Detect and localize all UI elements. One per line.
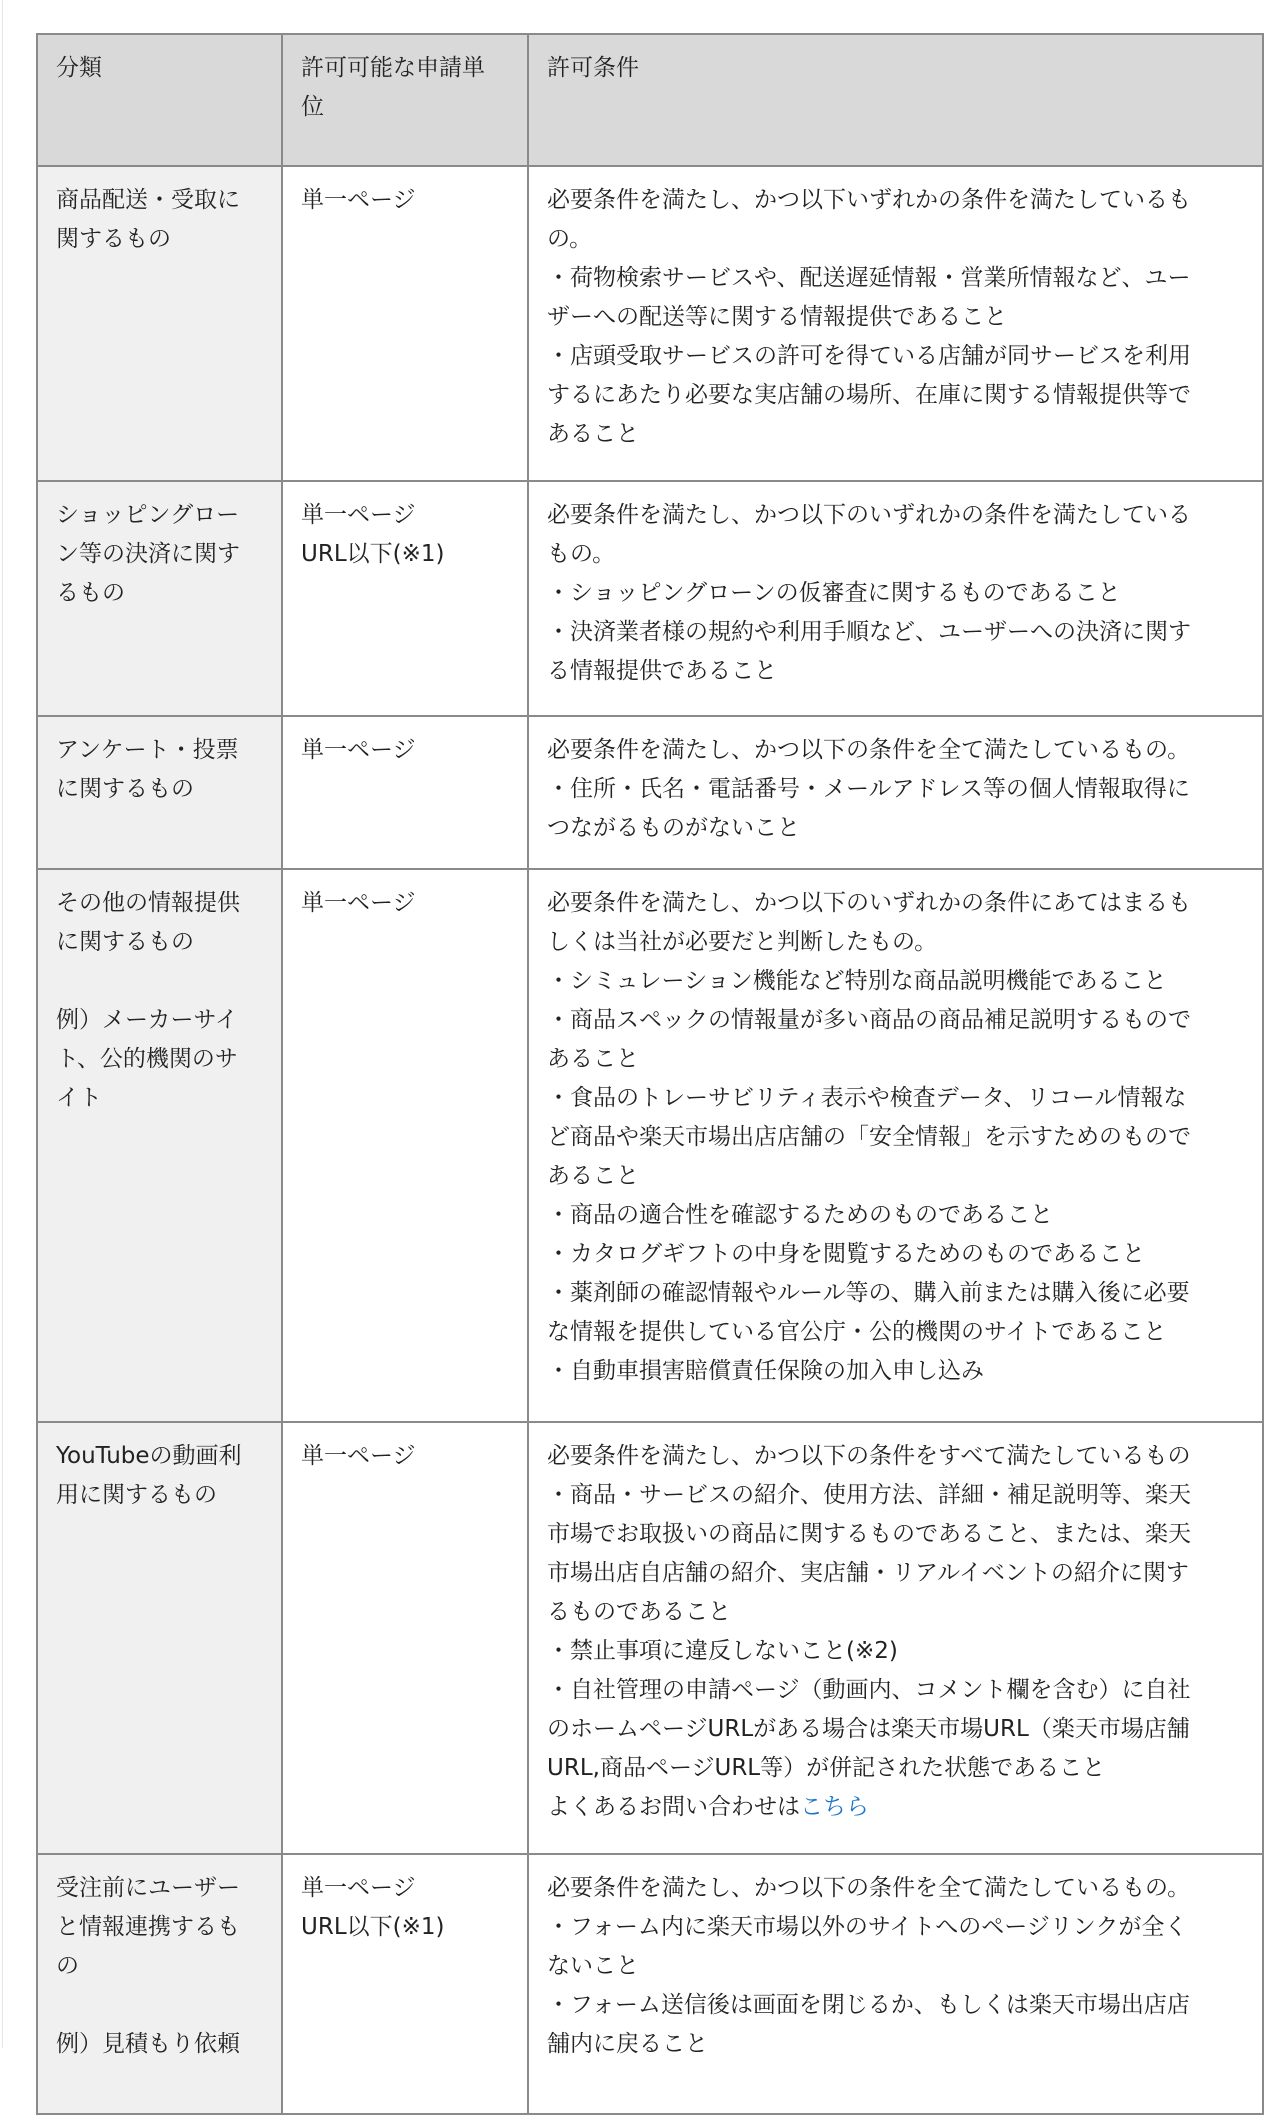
condition-line: あること <box>547 421 639 447</box>
unit-cell <box>282 166 528 481</box>
category-cell <box>37 166 282 481</box>
category-line: ショッピングロー <box>56 502 240 528</box>
condition-line: 必要条件を満たし、かつ以下の条件を全て満たしているもの。 <box>547 1875 1191 1901</box>
category-cell <box>37 716 282 869</box>
page-edge-divider <box>2 0 3 2048</box>
category-line: の <box>56 1953 79 1979</box>
condition-cell <box>528 481 1263 716</box>
condition-line: 市場でお取扱いの商品に関するものであること、または、楽天 <box>547 1521 1191 1547</box>
category-cell <box>37 869 282 1422</box>
category-line: ト、公的機関のサ <box>56 1046 238 1072</box>
category-cell <box>37 481 282 716</box>
condition-line: ・シミュレーション機能など特別な商品説明機能であること <box>547 968 1167 994</box>
condition-line: するにあたり必要な実店舗の場所、在庫に関する情報提供等で <box>547 382 1191 408</box>
condition-line: ・自動車損害賠償責任保険の加入申し込み <box>547 1358 984 1384</box>
category-cell <box>37 1422 282 1854</box>
condition-line: ・禁止事項に違反しないこと(※2) <box>547 1638 898 1664</box>
condition-line: つながるものがないこと <box>547 815 800 841</box>
permission-conditions-table <box>36 33 1264 2115</box>
category-line: 用に関するもの <box>56 1482 217 1508</box>
unit-line: 単一ページ <box>301 1875 416 1901</box>
condition-cell <box>528 1854 1263 2114</box>
category-line: に関するもの <box>56 929 194 955</box>
category-line: その他の情報提供 <box>56 890 240 916</box>
unit-cell <box>282 1854 528 2114</box>
condition-line: 必要条件を満たし、かつ以下のいずれかの条件にあてはまるも <box>547 890 1191 916</box>
condition-line: ・店頭受取サービスの許可を得ている店舗が同サービスを利用 <box>547 343 1191 369</box>
unit-line: 単一ページ <box>301 1443 416 1469</box>
condition-line: ザーへの配送等に関する情報提供であること <box>547 304 1007 330</box>
condition-line: ・カタログギフトの中身を閲覧するためのものであること <box>547 1241 1145 1267</box>
condition-line: ・決済業者様の規約や利用手順など、ユーザーへの決済に関す <box>547 619 1191 645</box>
category-line: YouTubeの動画利 <box>56 1443 242 1469</box>
category-line: るもの <box>56 580 125 606</box>
condition-cell <box>528 869 1263 1422</box>
condition-line: ・食品のトレーサビリティ表示や検査データ、リコール情報な <box>547 1085 1187 1111</box>
condition-line: ・自社管理の申請ページ（動画内、コメント欄を含む）に自社 <box>547 1677 1191 1703</box>
condition-line: ・商品・サービスの紹介、使用方法、詳細・補足説明等、楽天 <box>547 1482 1191 1508</box>
category-line: ン等の決済に関す <box>56 541 240 567</box>
header-category <box>37 34 282 166</box>
category-line: 例）メーカーサイ <box>56 1007 238 1033</box>
header-condition <box>528 34 1263 166</box>
condition-line: のホームページURLがある場合は楽天市場URL（楽天市場店舗 <box>547 1716 1190 1742</box>
condition-line: 必要条件を満たし、かつ以下のいずれかの条件を満たしている <box>547 502 1191 528</box>
condition-line: ・商品の適合性を確認するためのものであること <box>547 1202 1053 1228</box>
condition-line: 必要条件を満たし、かつ以下の条件を全て満たしているもの。 <box>547 737 1191 763</box>
header-unit <box>282 34 528 166</box>
faq-link[interactable]: こちら <box>800 1794 869 1820</box>
condition-line: 必要条件を満たし、かつ以下の条件をすべて満たしているもの <box>547 1443 1191 1469</box>
category-blank-line <box>56 962 263 1001</box>
category-line: 受注前にユーザー <box>56 1875 240 1901</box>
category-line: アンケート・投票 <box>56 737 239 763</box>
condition-line: るものであること <box>547 1599 731 1625</box>
table-row <box>37 869 1263 1422</box>
condition-line: ・荷物検索サービスや、配送遅延情報・営業所情報など、ユー <box>547 265 1191 291</box>
faq-line <box>547 1788 1244 1827</box>
unit-line: URL以下(※1) <box>301 1914 445 1940</box>
unit-cell <box>282 1422 528 1854</box>
header-unit-text-line: 許可可能な申請単 <box>301 55 485 81</box>
condition-line: る情報提供であること <box>547 658 777 684</box>
condition-line: もの。 <box>547 541 616 567</box>
condition-line: ・ショッピングローンの仮審査に関するものであること <box>547 580 1121 606</box>
header-condition-text: 許可条件 <box>547 55 639 81</box>
unit-cell <box>282 716 528 869</box>
condition-line: ないこと <box>547 1953 639 1979</box>
unit-line: 単一ページ <box>301 737 416 763</box>
condition-line: URL,商品ページURL等）が併記された状態であること <box>547 1755 1106 1781</box>
header-unit-text-line: 位 <box>301 94 324 120</box>
condition-line: の。 <box>547 226 593 252</box>
condition-cell <box>528 716 1263 869</box>
condition-line: ・薬剤師の確認情報やルール等の、購入前または購入後に必要 <box>547 1280 1190 1306</box>
condition-line: あること <box>547 1046 639 1072</box>
condition-line: ・フォーム内に楽天市場以外のサイトへのページリンクが全く <box>547 1914 1188 1940</box>
unit-cell <box>282 869 528 1422</box>
condition-line: な情報を提供している官公庁・公的機関のサイトであること <box>547 1319 1167 1345</box>
condition-line: 舗内に戻ること <box>547 2031 708 2057</box>
category-blank-line <box>56 1986 263 2025</box>
table-row <box>37 1422 1263 1854</box>
condition-cell <box>528 166 1263 481</box>
category-line: 関するもの <box>56 226 171 252</box>
category-cell <box>37 1854 282 2114</box>
condition-line: 必要条件を満たし、かつ以下いずれかの条件を満たしているも <box>547 187 1191 213</box>
table-row <box>37 1854 1263 2114</box>
header-category-text: 分類 <box>56 55 102 81</box>
table-row <box>37 481 1263 716</box>
condition-line: ・住所・氏名・電話番号・メールアドレス等の個人情報取得に <box>547 776 1190 802</box>
table-header-row <box>37 34 1263 166</box>
unit-line: 単一ページ <box>301 890 416 916</box>
category-line: 例）見積もり依頼 <box>56 2031 240 2057</box>
condition-cell <box>528 1422 1263 1854</box>
unit-line: URL以下(※1) <box>301 541 445 567</box>
unit-line: 単一ページ <box>301 502 416 528</box>
category-line: イト <box>56 1085 102 1111</box>
condition-line: 市場出店自店舗の紹介、実店舗・リアルイベントの紹介に関す <box>547 1560 1189 1586</box>
table-row <box>37 166 1263 481</box>
condition-line: しくは当社が必要だと判断したもの。 <box>547 929 938 955</box>
condition-line: ど商品や楽天市場出店店舗の「安全情報」を示すためのもので <box>547 1124 1191 1150</box>
category-line: と情報連携するも <box>56 1914 240 1940</box>
faq-prefix-text: よくあるお問い合わせは <box>547 1794 800 1820</box>
condition-line: あること <box>547 1163 639 1189</box>
category-line: に関するもの <box>56 776 194 802</box>
unit-cell <box>282 481 528 716</box>
unit-line: 単一ページ <box>301 187 416 213</box>
table-row <box>37 716 1263 869</box>
condition-line: ・フォーム送信後は画面を閉じるか、もしくは楽天市場出店店 <box>547 1992 1190 2018</box>
category-line: 商品配送・受取に <box>56 187 240 213</box>
condition-line: ・商品スペックの情報量が多い商品の商品補足説明するもので <box>547 1007 1191 1033</box>
